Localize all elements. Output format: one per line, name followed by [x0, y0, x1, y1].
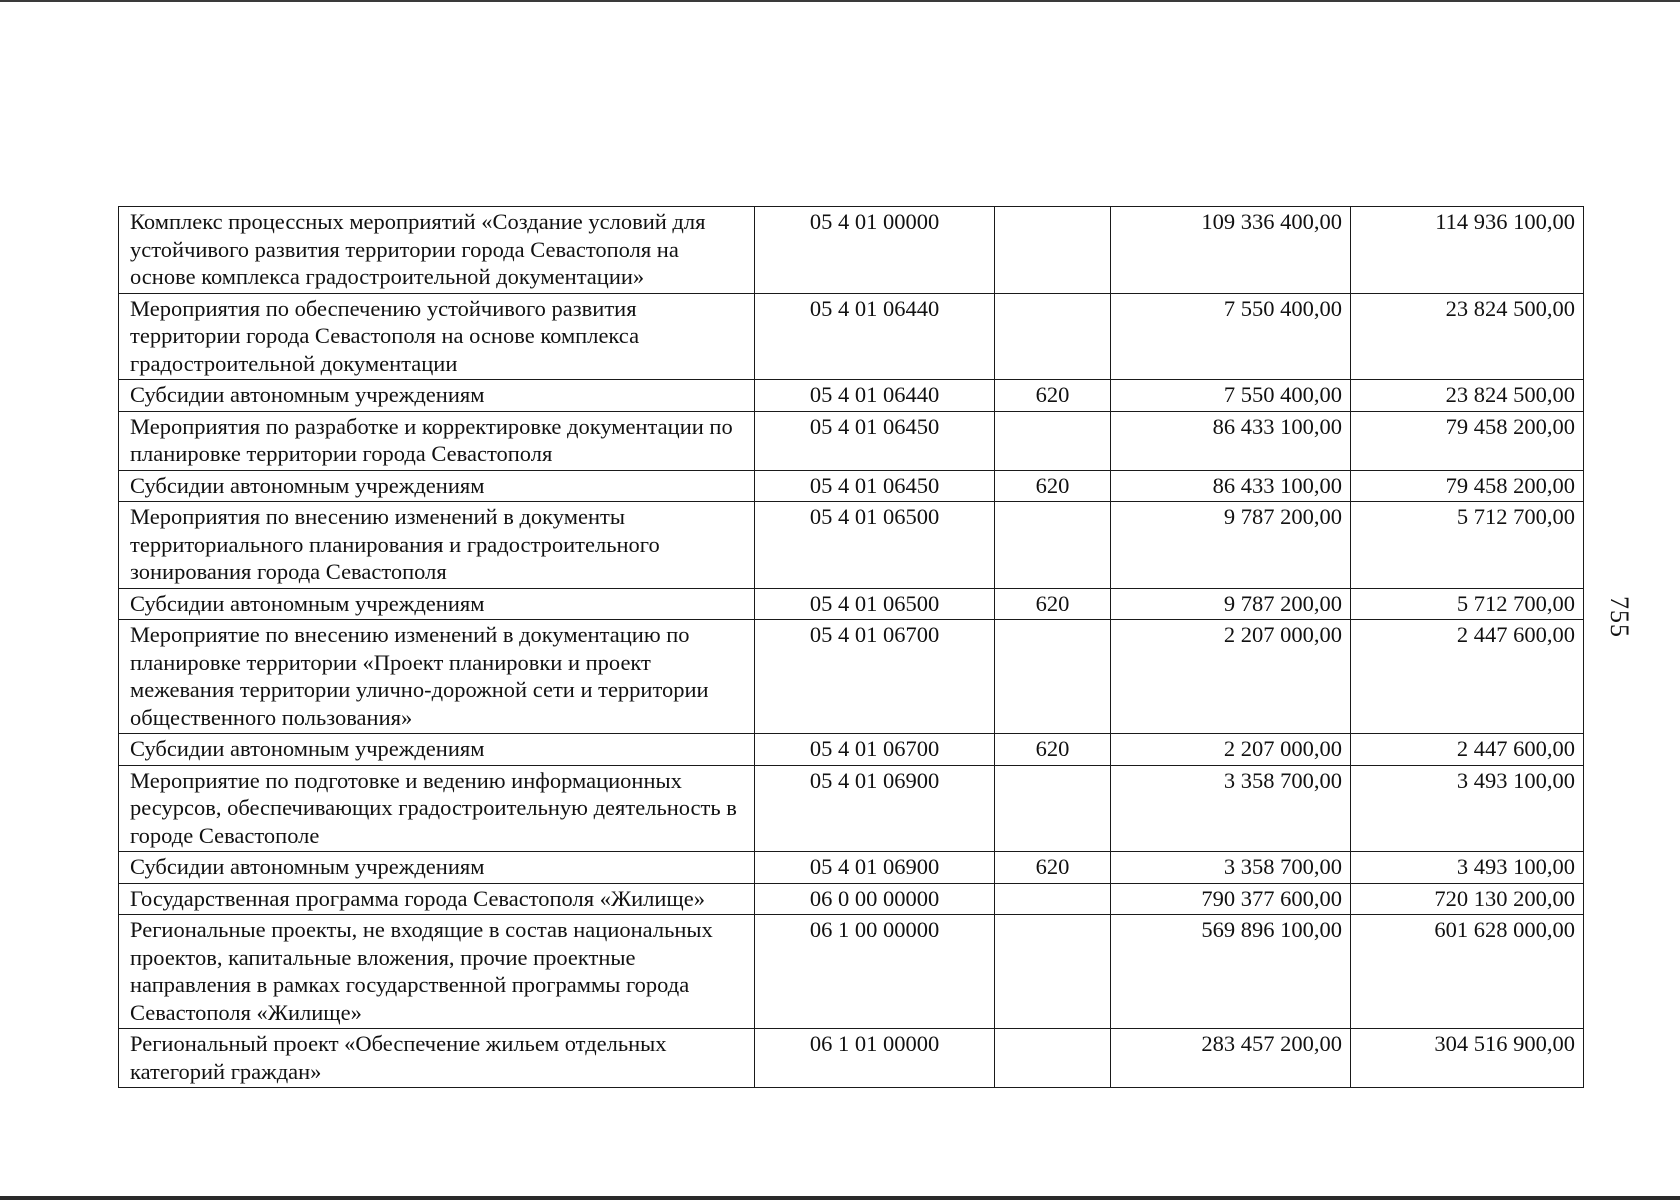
row-name: Субсидии автономным учреждениям: [119, 734, 755, 766]
row-sum-second: 2 447 600,00: [1351, 620, 1584, 734]
row-name: Мероприятие по подготовке и ведению информационных ресурсов, обеспечивающих градостроительную деятельность в городе Севастополе: [119, 765, 755, 852]
row-sum-first: 2 207 000,00: [1111, 620, 1351, 734]
row-name: Региональные проекты, не входящие в состав национальных проектов, капитальные вложения, прочие проектные направления в рамках государственной программы города Севастополя «Жилище»: [119, 915, 755, 1029]
table-row: [119, 411, 1584, 470]
table-row: [119, 293, 1584, 380]
row-sum-second: 720 130 200,00: [1351, 883, 1584, 915]
table-row: [119, 470, 1584, 502]
budget-table: [118, 206, 1584, 1088]
row-sum-first: 9 787 200,00: [1111, 588, 1351, 620]
table-row: [119, 915, 1584, 1029]
table-body: [119, 207, 1584, 1088]
table-row: [119, 734, 1584, 766]
table-row: [119, 588, 1584, 620]
row-code: 05 4 01 00000: [755, 207, 995, 294]
table-row: [119, 852, 1584, 884]
row-expense-type: 620: [995, 588, 1111, 620]
row-expense-type: [995, 620, 1111, 734]
row-code: 06 1 01 00000: [755, 1029, 995, 1088]
row-expense-type: [995, 207, 1111, 294]
row-expense-type: [995, 411, 1111, 470]
row-name: Комплекс процессных мероприятий «Создание условий для устойчивого развития территории города Севастополя на основе комплекса градостроительной документации»: [119, 207, 755, 294]
row-sum-second: 5 712 700,00: [1351, 588, 1584, 620]
row-sum-first: 790 377 600,00: [1111, 883, 1351, 915]
table-row: [119, 883, 1584, 915]
table-row: [119, 1029, 1584, 1088]
row-expense-type: [995, 293, 1111, 380]
row-code: 05 4 01 06500: [755, 588, 995, 620]
row-code: 05 4 01 06900: [755, 765, 995, 852]
row-expense-type: 620: [995, 852, 1111, 884]
row-code: 05 4 01 06700: [755, 734, 995, 766]
row-sum-first: 86 433 100,00: [1111, 470, 1351, 502]
row-sum-second: 5 712 700,00: [1351, 502, 1584, 589]
row-code: 06 0 00 00000: [755, 883, 995, 915]
row-name: Мероприятия по внесению изменений в документы территориального планирования и градостроительного зонирования города Севастополя: [119, 502, 755, 589]
row-name: Мероприятия по разработке и корректировке документации по планировке территории города Севастополя: [119, 411, 755, 470]
row-expense-type: [995, 1029, 1111, 1088]
row-sum-second: 3 493 100,00: [1351, 765, 1584, 852]
row-name: Субсидии автономным учреждениям: [119, 380, 755, 412]
row-sum-first: 86 433 100,00: [1111, 411, 1351, 470]
table-row: [119, 620, 1584, 734]
row-expense-type: [995, 883, 1111, 915]
table-row: [119, 765, 1584, 852]
row-name: Мероприятия по обеспечению устойчивого развития территории города Севастополя на основе комплекса градостроительной документации: [119, 293, 755, 380]
row-sum-second: 23 824 500,00: [1351, 380, 1584, 412]
row-name: Региональный проект «Обеспечение жильем отдельных категорий граждан»: [119, 1029, 755, 1088]
row-sum-second: 114 936 100,00: [1351, 207, 1584, 294]
row-sum-first: 9 787 200,00: [1111, 502, 1351, 589]
page-number: 755: [1605, 596, 1634, 638]
row-name: Субсидии автономным учреждениям: [119, 588, 755, 620]
row-expense-type: 620: [995, 470, 1111, 502]
row-code: 05 4 01 06450: [755, 470, 995, 502]
scan-edge-bottom: [0, 1196, 1680, 1200]
row-sum-second: 304 516 900,00: [1351, 1029, 1584, 1088]
row-code: 05 4 01 06700: [755, 620, 995, 734]
row-name: Мероприятие по внесению изменений в документацию по планировке территории «Проект планировки и проект межевания территории улично-дорожной сети и территории общественного пользования»: [119, 620, 755, 734]
row-sum-second: 3 493 100,00: [1351, 852, 1584, 884]
row-name: Субсидии автономным учреждениям: [119, 470, 755, 502]
row-sum-first: 109 336 400,00: [1111, 207, 1351, 294]
table-row: [119, 207, 1584, 294]
row-expense-type: [995, 765, 1111, 852]
row-code: 05 4 01 06900: [755, 852, 995, 884]
row-sum-second: 2 447 600,00: [1351, 734, 1584, 766]
row-sum-first: 3 358 700,00: [1111, 765, 1351, 852]
row-sum-second: 79 458 200,00: [1351, 411, 1584, 470]
row-code: 05 4 01 06440: [755, 293, 995, 380]
row-name: Государственная программа города Севастополя «Жилище»: [119, 883, 755, 915]
row-sum-first: 7 550 400,00: [1111, 380, 1351, 412]
row-sum-second: 601 628 000,00: [1351, 915, 1584, 1029]
row-code: 05 4 01 06440: [755, 380, 995, 412]
row-sum-second: 79 458 200,00: [1351, 470, 1584, 502]
row-sum-first: 283 457 200,00: [1111, 1029, 1351, 1088]
row-sum-second: 23 824 500,00: [1351, 293, 1584, 380]
table-row: [119, 380, 1584, 412]
row-sum-first: 569 896 100,00: [1111, 915, 1351, 1029]
row-sum-first: 2 207 000,00: [1111, 734, 1351, 766]
row-code: 06 1 00 00000: [755, 915, 995, 1029]
scan-edge-top: [0, 0, 1680, 2]
row-expense-type: 620: [995, 380, 1111, 412]
row-sum-first: 7 550 400,00: [1111, 293, 1351, 380]
row-expense-type: [995, 502, 1111, 589]
row-name: Субсидии автономным учреждениям: [119, 852, 755, 884]
row-code: 05 4 01 06450: [755, 411, 995, 470]
table-row: [119, 502, 1584, 589]
row-code: 05 4 01 06500: [755, 502, 995, 589]
row-expense-type: 620: [995, 734, 1111, 766]
row-expense-type: [995, 915, 1111, 1029]
row-sum-first: 3 358 700,00: [1111, 852, 1351, 884]
